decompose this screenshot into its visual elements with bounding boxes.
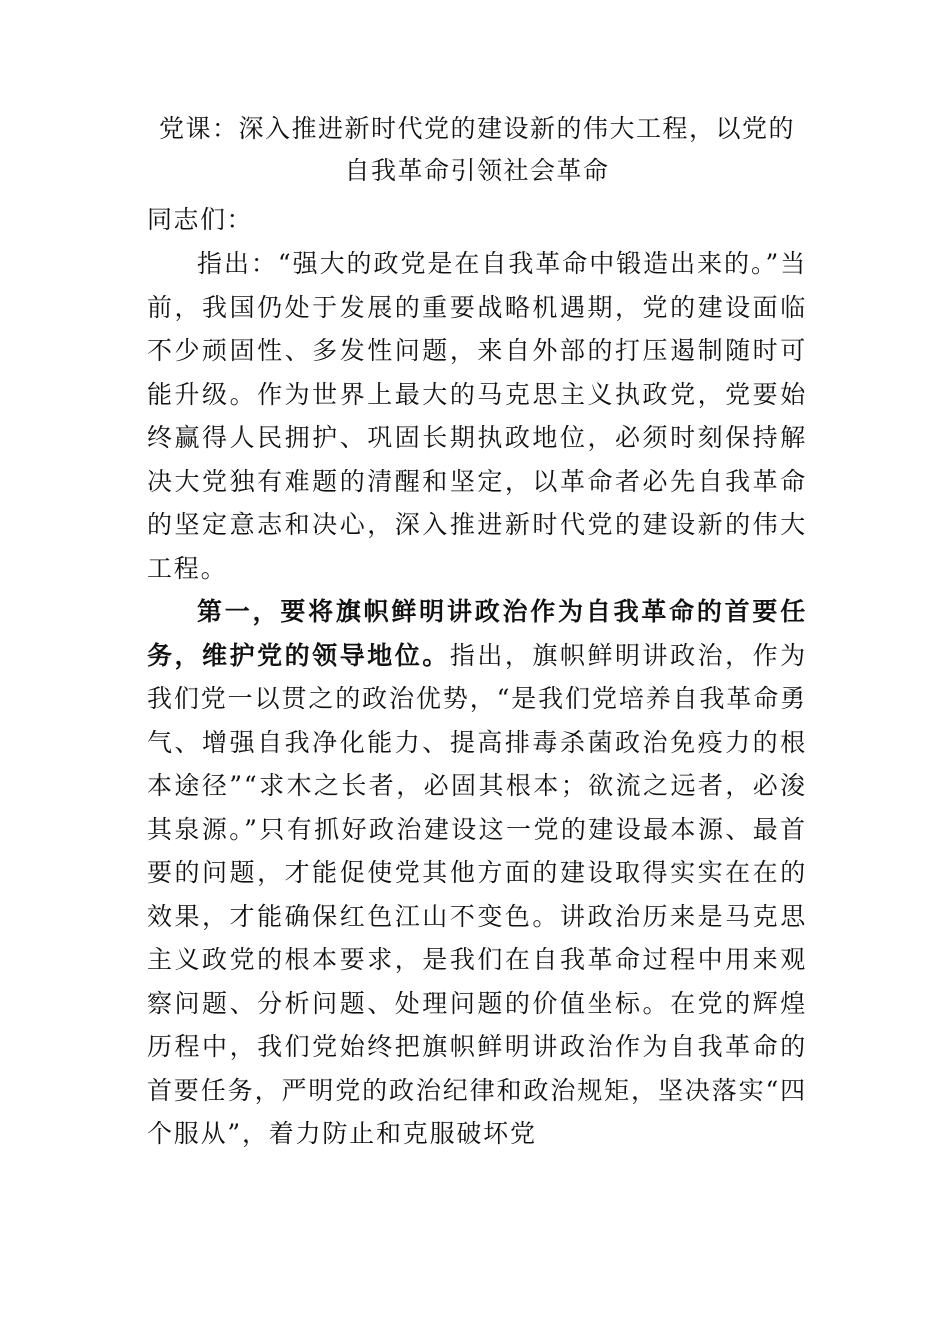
paragraph-body: 指出，旗帜鲜明讲政治，作为我们党一以贯之的政治优势，“是我们党培养自我革命勇气、增强自我净化能力、提高排毒杀菌政治免疫力的根本途径”“求木之长者，必固其根本；欲流之远者，必浚其泉源。”只有抓好政治建设这一党的建设最本源、最首要的问题，才能促使党其他方面的建设取得实实在在的效果，才能确保红色江山不变色。讲政治历来是马克思主义政党的根本要求，是我们在自我革命过程中用来观察问题、分析问题、处理问题的价值坐标。在党的辉煌历程中，我们党始终把旗帜鲜明讲政治作为自我革命的首要任务，严明党的政治纪律和政治规矩，坚决落实“四个服从”，着力防止和克服破坏党: [147, 640, 807, 1148]
salutation: 同志们：: [147, 205, 254, 234]
document-page: [147, 108, 807, 1156]
paragraph-intro: [147, 242, 807, 590]
paragraph-lead-bold: 第一，要将旗帜鲜明讲政治作为自我革命的首要任务，维护党的领导地位。: [147, 597, 807, 670]
paragraph-first-point: [147, 590, 807, 1156]
paragraph-body: 指出：“强大的政党是在自我革命中锻造出来的。”当前，我国仍处于发展的重要战略机遇期，党的建设面临不少顽固性、多发性问题，来自外部的打压遏制随时可能升级。作为世界上最大的马克思主义执政党，党要始终赢得人民拥护、巩固长期执政地位，必须时刻保持解决大党独有难题的清醒和坚定，以革命者必先自我革命的坚定意志和决心，深入推进新时代党的建设新的伟大工程。: [147, 249, 807, 583]
document-title: 党课：深入推进新时代党的建设新的伟大工程，以党的自我革命引领社会革命: [158, 114, 795, 185]
